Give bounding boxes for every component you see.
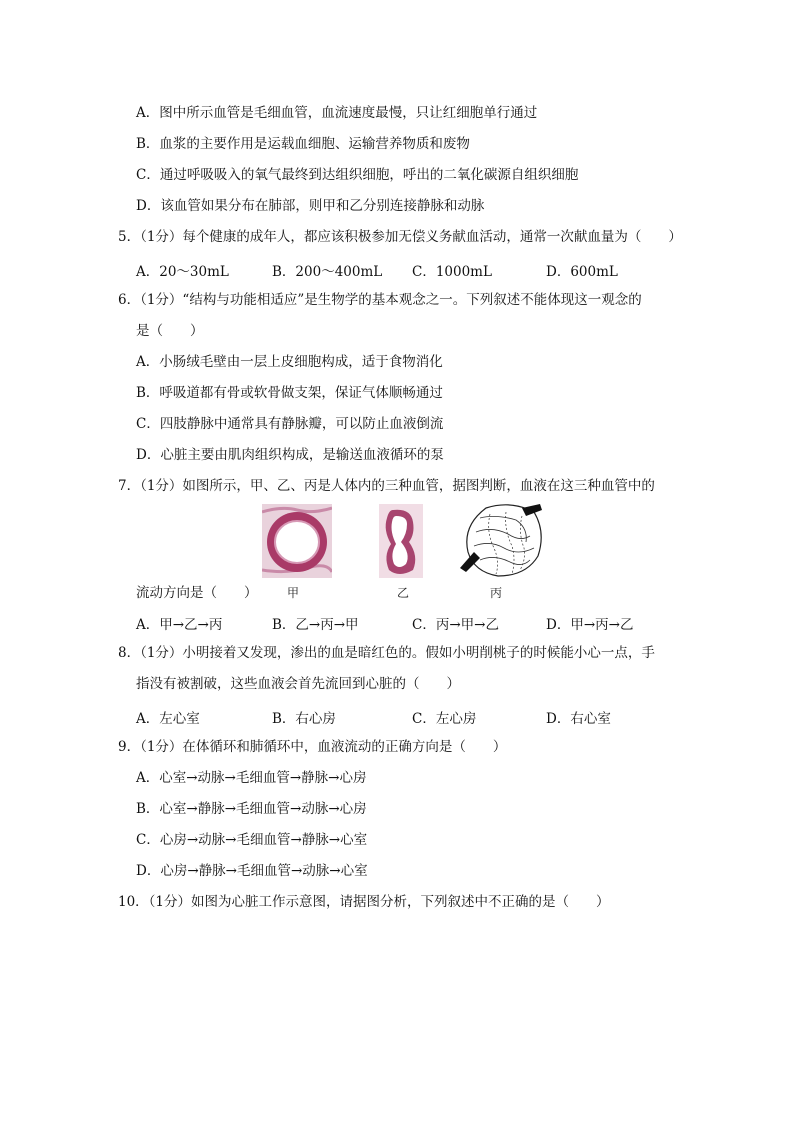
q6-option-c: C．四肢静脉中通常具有静脉瓣，可以防止血液倒流 [136, 416, 444, 432]
q6-option-b: B．呼吸道都有骨或软骨做支架，保证气体顺畅通过 [136, 385, 443, 401]
q5-option-a: A．20～30mL [136, 264, 229, 280]
q7-option-c: C．丙→甲→乙 [412, 617, 499, 633]
q8-stem-line1: 8．（1分）小明接着又发现，渗出的血是暗红色的。假如小明削桃子的时候能小心一点，手 [118, 645, 655, 661]
q9-option-c: C．心房→动脉→毛细血管→静脉→心室 [136, 832, 368, 848]
q5-option-b: B．200～400mL [272, 264, 383, 280]
q6-stem-line2: 是（ ） [136, 323, 204, 339]
q9-option-d: D．心房→静脉→毛细血管→动脉→心室 [136, 863, 368, 879]
q8-option-d: D．右心室 [546, 711, 611, 727]
q4-option-a: A．图中所示血管是毛细血管，血流速度最慢，只让红细胞单行通过 [136, 105, 538, 121]
q8-option-c: C．左心房 [412, 711, 477, 727]
q5-stem: 5．（1分）每个健康的成年人，都应该积极参加无偿义务献血活动，通常一次献血量为（ ） [118, 229, 682, 245]
q4-option-d: D．该血管如果分布在肺部，则甲和乙分别连接静脉和动脉 [136, 198, 485, 214]
q9-stem: 9．（1分）在体循环和肺循环中，血液流动的正确方向是（ ） [118, 739, 507, 755]
q5-option-d: D．600mL [546, 264, 618, 280]
q8-stem-line2: 指没有被割破，这些血液会首先流回到心脏的（ ） [136, 676, 460, 692]
vessel-vein-figure [379, 504, 423, 578]
q6-option-a: A．小肠绒毛壁由一层上皮细胞构成，适于食物消化 [136, 354, 443, 370]
q4-option-b: B．血浆的主要作用是运载血细胞、运输营养物质和废物 [136, 136, 470, 152]
figure-label-jia: 甲 [287, 586, 300, 600]
figure-label-bing: 丙 [490, 586, 503, 600]
q5-option-c: C．1000mL [412, 264, 492, 280]
q6-option-d: D．心脏主要由肌肉组织构成，是输送血液循环的泵 [136, 447, 444, 463]
q7-stem-line2: 流动方向是（ ） [136, 585, 258, 601]
q9-option-b: B．心室→静脉→毛细血管→动脉→心房 [136, 801, 367, 817]
q8-option-b: B．右心房 [272, 711, 336, 727]
q7-option-d: D．甲→丙→乙 [546, 617, 634, 633]
capillary-network-figure [456, 502, 546, 580]
q10-stem: 10．（1分）如图为心脏工作示意图，请据图分析，下列叙述中不正确的是（ ） [118, 894, 610, 910]
q4-option-c: C．通过呼吸吸入的氧气最终到达组织细胞，呼出的二氧化碳源自组织细胞 [136, 167, 579, 183]
q7-option-a: A．甲→乙→丙 [136, 617, 223, 633]
q7-stem-line1: 7．（1分）如图所示，甲、乙、丙是人体内的三种血管，据图判断，血液在这三种血管中的 [118, 478, 655, 494]
figure-label-yi: 乙 [397, 586, 410, 600]
q8-option-a: A．左心室 [136, 711, 200, 727]
vessel-artery-figure [262, 504, 332, 578]
q6-stem-line1: 6．（1分）“结构与功能相适应”是生物学的基本观念之一。下列叙述不能体现这一观念的 [118, 292, 642, 308]
q7-option-b: B．乙→丙→甲 [272, 617, 359, 633]
q9-option-a: A．心室→动脉→毛细血管→静脉→心房 [136, 770, 367, 786]
